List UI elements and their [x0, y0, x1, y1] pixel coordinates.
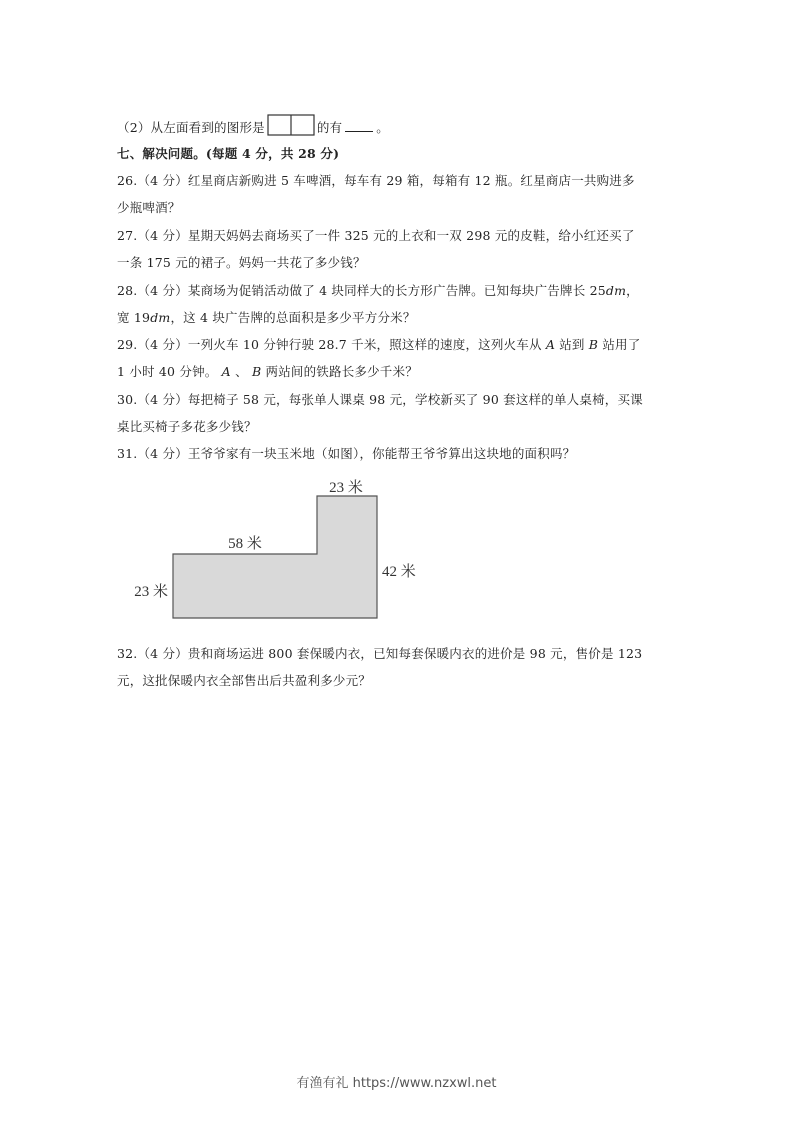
view-question-end: 。 [376, 120, 389, 135]
q29-line-2 [117, 364, 418, 380]
q29-text-c: 站用了 [598, 337, 641, 352]
label-mid: 58 米 [228, 536, 262, 552]
q29-station-b: B [588, 337, 599, 352]
q30-line-1: 30.（4 分）每把椅子 58 元，每张单人课桌 98 元，学校新买了 90 套这样的单人桌椅，买课 [117, 392, 643, 407]
q29-text-b: 站到 [555, 337, 589, 352]
q30-line-2: 桌比买椅子多花多少钱？ [117, 419, 257, 434]
q28-text-b: ， [626, 283, 639, 298]
question-view-line [117, 114, 389, 136]
q28-line-1 [117, 283, 639, 299]
q27-line-2: 一条 175 元的裙子。妈妈一共花了多少钱？ [117, 255, 366, 270]
answer-blank [345, 119, 373, 132]
cornfield-shape [173, 496, 377, 618]
q29-station-a: A [545, 337, 556, 352]
q28-width-text: 宽 19 [117, 310, 151, 325]
q29-text-d: 1 小时 40 分钟。 [117, 364, 222, 379]
q26-line-2: 少瓶啤酒？ [117, 200, 181, 215]
q26-line-1: 26.（4 分）红星商店新购进 5 车啤酒，每车有 29 箱，每箱有 12 瓶。红星商店一共购进多 [117, 173, 635, 188]
two-square-view-icon [267, 114, 315, 136]
section-title: 七、解决问题。(每题 4 分，共 28 分) [117, 146, 340, 161]
label-left: 23 米 [134, 584, 168, 600]
view-question-text-2: 的有 [316, 120, 343, 135]
view-question-text: （2）从左面看到的图形是 [117, 120, 265, 135]
q28-width-unit: dm [150, 310, 171, 325]
footer-watermark: 有渔有礼 https://www.nzxwl.net [296, 1076, 497, 1091]
q28-unit-dm: dm [605, 283, 627, 298]
q32-line-1: 32.（4 分）贵和商场运进 800 套保暖内衣，已知每套保暖内衣的进价是 98 元，售价是 123 [117, 646, 643, 661]
q29-station-b-2: B [251, 364, 262, 379]
q29-text-e: 、 [230, 364, 252, 379]
q31-line-1: 31.（4 分）王爷爷家有一块玉米地（如图），你能帮王爷爷算出这块地的面积吗？ [117, 446, 576, 461]
q28-question-text: ，这 4 块广告牌的总面积是多少平方分米？ [170, 310, 416, 325]
q29-station-a-2: A [221, 364, 231, 379]
q32-line-2: 元，这批保暖内衣全部售出后共盈利多少元？ [117, 673, 372, 688]
q29-line-1 [117, 337, 640, 353]
q29-text-f: 两站间的铁路长多少千米？ [261, 364, 418, 379]
q29-text-a: 29.（4 分）一列火车 10 分钟行驶 28.7 千米，照这样的速度，这列火车从 [117, 337, 546, 352]
label-right: 42 米 [382, 564, 416, 580]
label-top: 23 米 [329, 480, 363, 496]
q28-text-a: 28.（4 分）某商场为促销活动做了 4 块同样大的长方形广告牌。已知每块广告牌长 25 [117, 283, 606, 298]
cornfield-figure [120, 472, 440, 628]
q28-line-2 [117, 310, 416, 326]
q27-line-1: 27.（4 分）星期天妈妈去商场买了一件 325 元的上衣和一双 298 元的皮鞋，给小红还买了 [117, 228, 635, 243]
